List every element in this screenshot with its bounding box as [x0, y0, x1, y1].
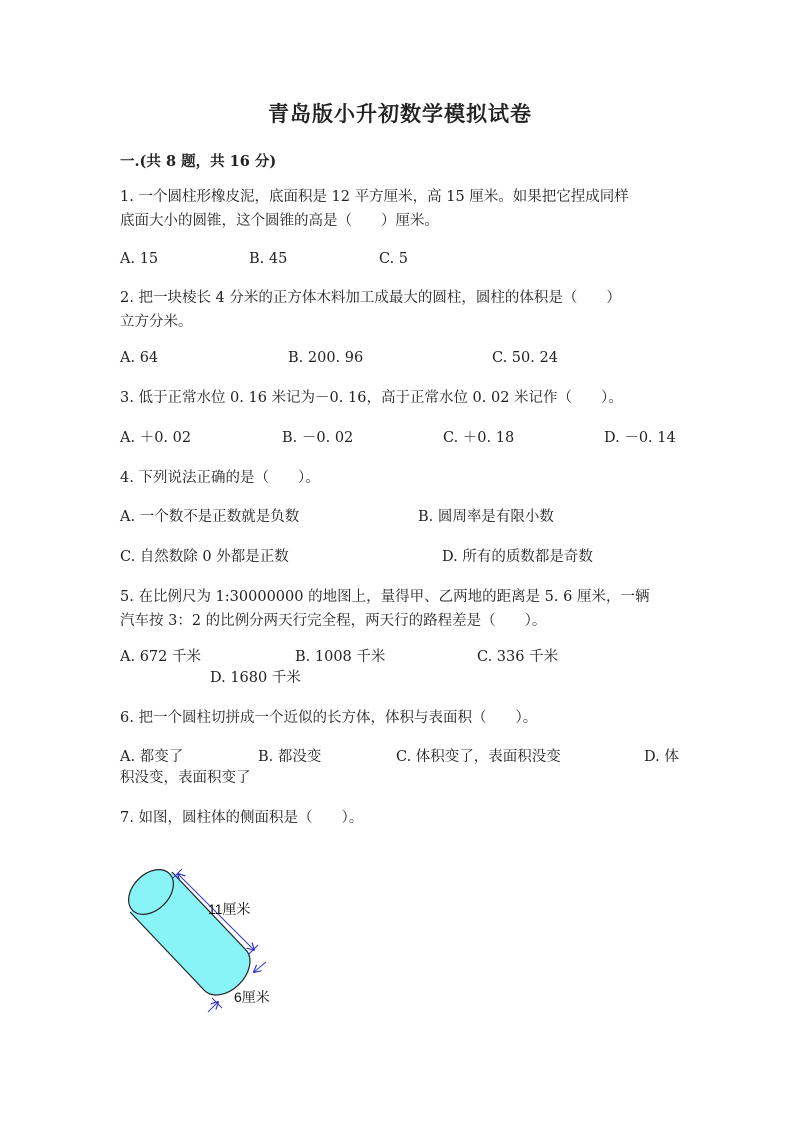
- q6-option-a: A. 都变了: [120, 749, 184, 765]
- q5-option-a: A. 672 千米: [120, 649, 201, 665]
- question-5: [120, 585, 649, 633]
- q4-option-d: D. 所有的质数都是奇数: [442, 549, 593, 565]
- q6-option-d: D. 体: [644, 749, 679, 765]
- diameter-arrow-left: [208, 1002, 218, 1012]
- q2-option-b: B. 200. 96: [288, 350, 364, 366]
- diameter-arrow-right: [254, 962, 266, 972]
- question-7: [120, 806, 363, 830]
- q5-option-c: C. 336 千米: [477, 649, 559, 665]
- question-5-line-1: 5. 在比例尺为 1:30000000 的地图上，量得甲、乙两地的距离是 5. 6 厘米，一辆: [120, 589, 650, 605]
- q4-option-c: C. 自然数除 0 外都是正数: [120, 549, 289, 565]
- q6-option-d-continued: 积没变，表面积变了: [120, 770, 251, 786]
- question-4: [120, 466, 320, 490]
- page-title: 青岛版小升初数学模拟试卷: [268, 101, 532, 126]
- question-2-line-1: 2. 把一块棱长 4 分米的正方体木料加工成最大的圆柱，圆柱的体积是（ ）: [120, 290, 621, 306]
- q6-option-c: C. 体积变了，表面积没变: [396, 749, 561, 765]
- q1-option-c: C. 5: [379, 251, 409, 267]
- q3-option-c: C. ＋0. 18: [443, 430, 515, 446]
- q3-option-a: A. ＋0. 02: [120, 430, 192, 446]
- q3-option-d: D. －0. 14: [604, 430, 676, 446]
- q4-option-a: A. 一个数不是正数就是负数: [120, 509, 300, 525]
- q6-option-b: B. 都没变: [258, 749, 322, 765]
- q4-option-b: B. 圆周率是有限小数: [418, 509, 554, 525]
- q5-option-b: B. 1008 千米: [295, 649, 386, 665]
- q2-option-a: A. 64: [120, 350, 159, 366]
- cylinder-figure: [118, 862, 298, 1022]
- question-2-line-2: 立方分米。: [120, 314, 193, 330]
- q5-option-d: D. 1680 千米: [210, 670, 301, 686]
- question-3: [120, 386, 623, 410]
- section-heading: 一.(共 8 题，共 16 分): [120, 153, 277, 170]
- question-3-line-1: 3. 低于正常水位 0. 16 米记为－0. 16，高于正常水位 0. 02 米记作（ ）。: [120, 390, 623, 406]
- q1-option-b: B. 45: [249, 251, 288, 267]
- question-7-line-1: 7. 如图，圆柱体的侧面积是（ ）。: [120, 810, 364, 826]
- question-6: [120, 706, 537, 730]
- q2-option-c: C. 50. 24: [492, 350, 558, 366]
- question-1: [120, 185, 629, 233]
- question-6-line-1: 6. 把一个圆柱切拼成一个近似的长方体，体积与表面积（ ）。: [120, 710, 538, 726]
- question-4-line-1: 4. 下列说法正确的是（ ）。: [120, 470, 320, 486]
- question-1-line-1: 1. 一个圆柱形橡皮泥，底面积是 12 平方厘米，高 15 厘米。如果把它捏成同样: [120, 189, 629, 205]
- question-1-line-2: 底面大小的圆锥，这个圆锥的高是（ ）厘米。: [120, 213, 439, 229]
- diameter-label: 6厘米: [234, 989, 270, 1005]
- question-5-line-2: 汽车按 3：2 的比例分两天行完全程，两天行的路程差是（ ）。: [120, 613, 547, 629]
- q3-option-b: B. －0. 02: [282, 430, 354, 446]
- q1-option-a: A. 15: [120, 251, 159, 267]
- length-label: 11厘米: [208, 901, 251, 917]
- question-2: [120, 286, 621, 334]
